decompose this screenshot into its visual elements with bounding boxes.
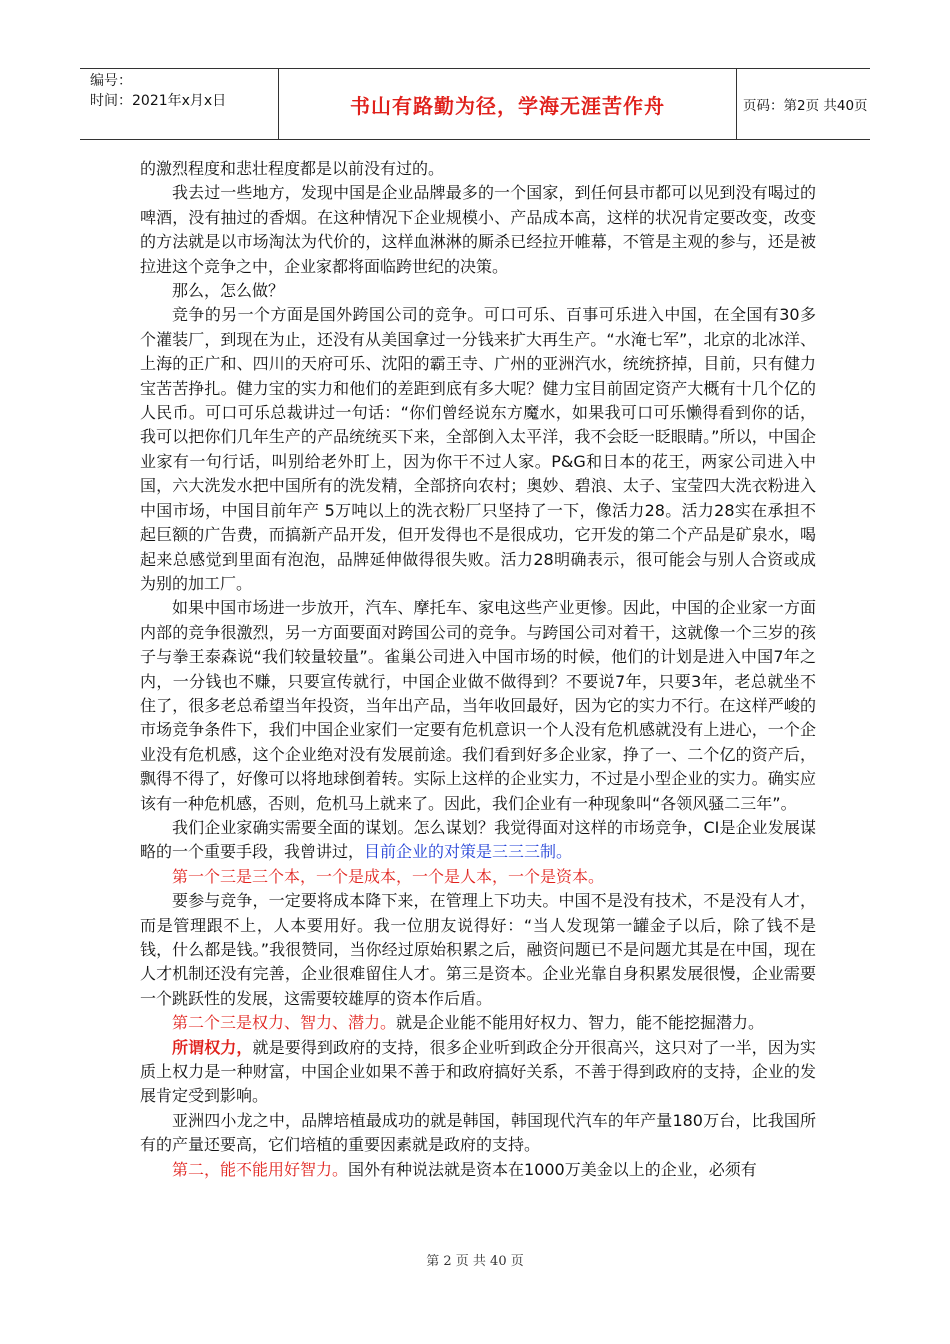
paragraph-10 [140, 1036, 816, 1109]
paragraph-2: 我去过一些地方，发现中国是企业品牌最多的一个国家，到任何县市都可以见到没有喝过的啤酒，没有抽过的香烟。在这种情况下企业规模小、产品成本高，这样的状况肯定要改变，改变的方法就是以市场淘汰为代价的，这样血淋淋的厮杀已经拉开帷幕，不管是主观的参与，还是被拉进这个竞争之中，企业家都将面临跨世纪的决策。 [140, 183, 816, 276]
paragraph-12 [140, 1158, 816, 1182]
paragraph-8: 要参与竞争，一定要将成本降下来，在管理上下功夫。中国不是没有技术，不是没有人才，而是管理跟不上，人本要用好。我一位朋友说得好：“当人发现第一罐金子以后，除了钱不是钱，什么都是钱。”我很赞同，当你经过原始积累之后，融资问题已不是问题尤其是在中国，现在人才机制还没有完善，企业很难留住人才。第三是资本。企业光靠自身积累发展很慢，企业需要一个跳跃性的发展，这需要较雄厚的资本作后盾。 [140, 891, 816, 1008]
paragraph-12-text: 国外有种说法就是资本在1000万美金以上的企业，必须有 [348, 1159, 757, 1179]
paragraph-6-text: 我们企业家确实需要全面的谋划。怎么谋划？我觉得面对这样的市场竞争，CI是企业发展谋略的一个重要手段，我曾讲过， [140, 817, 816, 862]
paragraph-11: 亚洲四小龙之中，品牌培植最成功的就是韩国，韩国现代汽车的年产量180万台，比我国所有的产量还要高，它们培植的重要因素就是政府的支持。 [140, 1110, 816, 1155]
paragraph-9-text: 就是企业能不能用好权力、智力，能不能挖掘潜力。 [396, 1013, 765, 1033]
paragraph-9 [140, 1011, 816, 1035]
document-body [140, 157, 816, 1182]
header-motto-cell [278, 69, 737, 139]
paragraph-6-highlight: 目前企业的对策是三三三制。 [364, 842, 573, 862]
paragraph-5: 如果中国市场进一步放开，汽车、摩托车、家电这些产业更惨。因此，中国的企业家一方面内部的竞争很激烈，另一方面要面对跨国公司的竞争。与跨国公司对着干，这就像一个三岁的孩子与拳王泰森说“我们较量较量”。雀巢公司进入中国市场的时候，他们的计划是进入中国7年之内，一分钱也不赚，只要宣传就行，中国企业做不做得到？不要说7年，只要3年，老总就坐不住了，很多老总希望当年投资，当年出产品，当年收回最好，因为它的实力不行。在这样严峻的市场竞争条件下，我们中国企业家们一定要有危机意识一个人没有危机感就没有上进心，一个企业没有危机感，这个企业绝对没有发展前途。我们看到好多企业家，挣了一、二个亿的资产后，飘得不得了，好像可以将地球倒着转。实际上这样的企业实力，不过是小型企业的实力。确实应该有一种危机感，否则，危机马上就来了。因此，我们企业有一种现象叫“各领风骚二三年”。 [140, 598, 816, 813]
paragraph-7-heading: 第一个三是三个本，一个是成本，一个是人本，一个是资本。 [172, 866, 605, 886]
paragraph-3: 那么，怎么做？ [172, 281, 285, 301]
header-motto: 书山有路勤为径，学海无涯苦作舟 [350, 93, 665, 118]
paragraph-12-heading: 第二，能不能用好智力。 [172, 1159, 349, 1179]
header-page-info: 页码：第2页 共40页 [743, 98, 868, 114]
time-label: 时间：2021年x月x日 [90, 93, 227, 109]
page-footer: 第 2 页 共 40 页 [426, 1254, 524, 1269]
serial-label: 编号： [90, 73, 132, 89]
paragraph-9-heading: 第二个三是权力、智力、潜力。 [172, 1013, 397, 1033]
paragraph-10-heading: 所谓权力， [172, 1037, 253, 1057]
paragraph-1: 的激烈程度和悲壮程度都是以前没有过的。 [140, 159, 445, 178]
page-header [80, 68, 870, 140]
paragraph-4: 竞争的另一个方面是国外跨国公司的竞争。可口可乐、百事可乐进入中国，在全国有30多个灌装厂，到现在为止，还没有从美国拿过一分钱来扩大再生产。“水淹七军”，北京的北冰洋、上海的正广和、四川的天府可乐、沈阳的霸王寺、广州的亚洲汽水，统统挤掉，目前，只有健力宝苦苦挣扎。健力宝的实力和他们的差距到底有多大呢？健力宝目前固定资产大概有十几个亿的人民币。可口可乐总裁讲过一句话：“你们曾经说东方魔水，如果我可口可乐懒得看到你的话，我可以把你们几年生产的产品统统买下来，全部倒入太平洋，我不会眨一眨眼睛。”所以，中国企业家有一句行话，叫别给老外盯上，因为你干不过人家。P&G和日本的花王，两家公司进入中国，六大洗发水把中国所有的洗发精，全部挤向农村；奥妙、碧浪、太子、宝莹四大洗衣粉进入中国市场，中国目前年产 5万吨以上的洗衣粉厂只坚持了一下，像活力28。活力28实在承担不起巨额的广告费，而搞新产品开发，但开发得也不是很成功，它开发的第二个产品是矿泉水，喝起来总感觉到里面有泡泡，品牌延伸做得很失败。活力28明确表示，很可能会与别人合资或成为别的加工厂。 [140, 305, 816, 593]
paragraph-6 [140, 816, 816, 865]
paragraph-10-text: 就是要得到政府的支持，很多企业听到政企分开很高兴，这只对了一半，因为实质上权力是一种财富，中国企业如果不善于和政府搞好关系，不善于得到政府的支持，企业的发展肯定受到影响。 [140, 1037, 816, 1106]
header-meta [80, 69, 278, 139]
